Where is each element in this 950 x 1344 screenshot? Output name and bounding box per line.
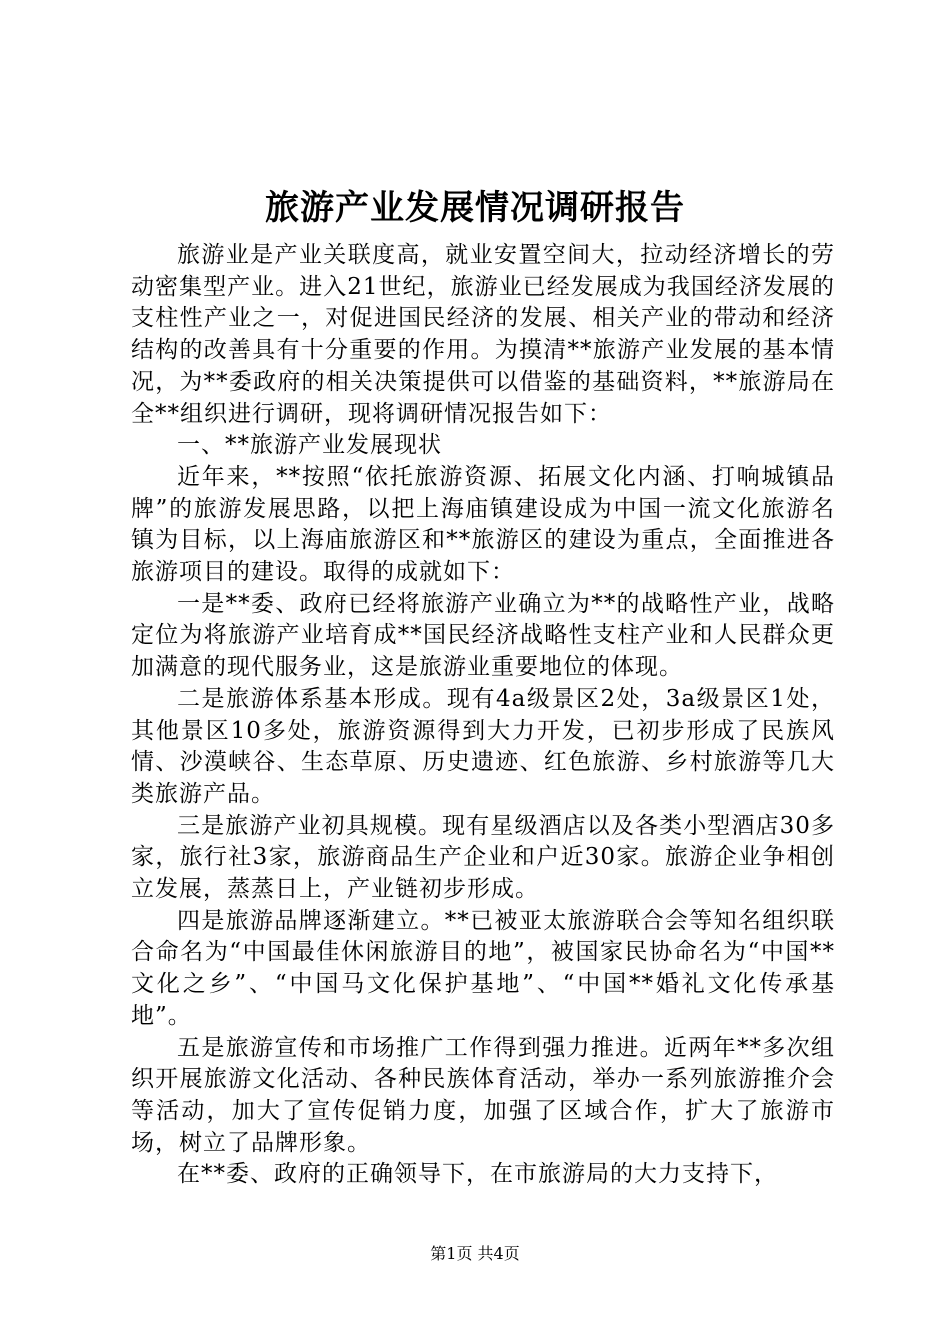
document-title: 旅游产业发展情况调研报告 — [265, 188, 685, 228]
document-body — [131, 240, 835, 1191]
page-footer: 第1页 共4页 — [430, 1244, 520, 1263]
paragraph: 二是旅游体系基本形成。现有4a级景区2处，3a级景区1处，其他景区10多处，旅游资源得到大力开发，已初步形成了民族风情、沙漠峡谷、生态草原、历史遗迹、红色旅游、乡村旅游等几大类旅游产品。 — [131, 685, 835, 807]
paragraph: 在**委、政府的正确领导下，在市旅游局的大力支持下， — [177, 1161, 778, 1188]
paragraph: 近年来，**按照“依托旅游资源、拓展文化内涵、打响城镇品牌”的旅游发展思路，以把上海庙镇建设成为中国一流文化旅游名镇为目标，以上海庙旅游区和**旅游区的建设为重点，全面推进各旅游项目的建设。取得的成就如下： — [131, 463, 835, 586]
paragraph: 三是旅游产业初具规模。现有星级酒店以及各类小型酒店30多家，旅行社3家，旅游商品生产企业和户近30家。旅游企业争相创立发展，蒸蒸日上，产业链初步形成。 — [131, 812, 835, 903]
paragraph: 旅游业是产业关联度高，就业安置空间大，拉动经济增长的劳动密集型产业。进入21世纪，旅游业已经发展成为我国经济发展的支柱性产业之一，对促进国民经济的发展、相关产业的带动和经济结构的改善具有十分重要的作用。为摸清**旅游产业发展的基本情况，为**委政府的相关决策提供可以借鉴的基础资料，**旅游局在全**组织进行调研，现将调研情况报告如下： — [131, 242, 835, 427]
paragraph: 一是**委、政府已经将旅游产业确立为**的战略性产业，战略定位为将旅游产业培育成**国民经济战略性支柱产业和人民群众更加满意的现代服务业，这是旅游业重要地位的体现。 — [131, 590, 835, 681]
paragraph: 五是旅游宣传和市场推广工作得到强力推进。近两年**多次组织开展旅游文化活动、各种民族体育活动，举办一系列旅游推介会等活动，加大了宣传促销力度，加强了区域合作，扩大了旅游市场，树立了品牌形象。 — [131, 1034, 835, 1156]
paragraph: 四是旅游品牌逐渐建立。**已被亚太旅游联合会等知名组织联合命名为“中国最佳休闲旅游目的地”，被国家民协命名为“中国**文化之乡”、“中国马文化保护基地”、“中国**婚礼文化传承基地”。 — [131, 907, 835, 1029]
section-heading: 一、**旅游产业发展现状 — [177, 432, 442, 459]
